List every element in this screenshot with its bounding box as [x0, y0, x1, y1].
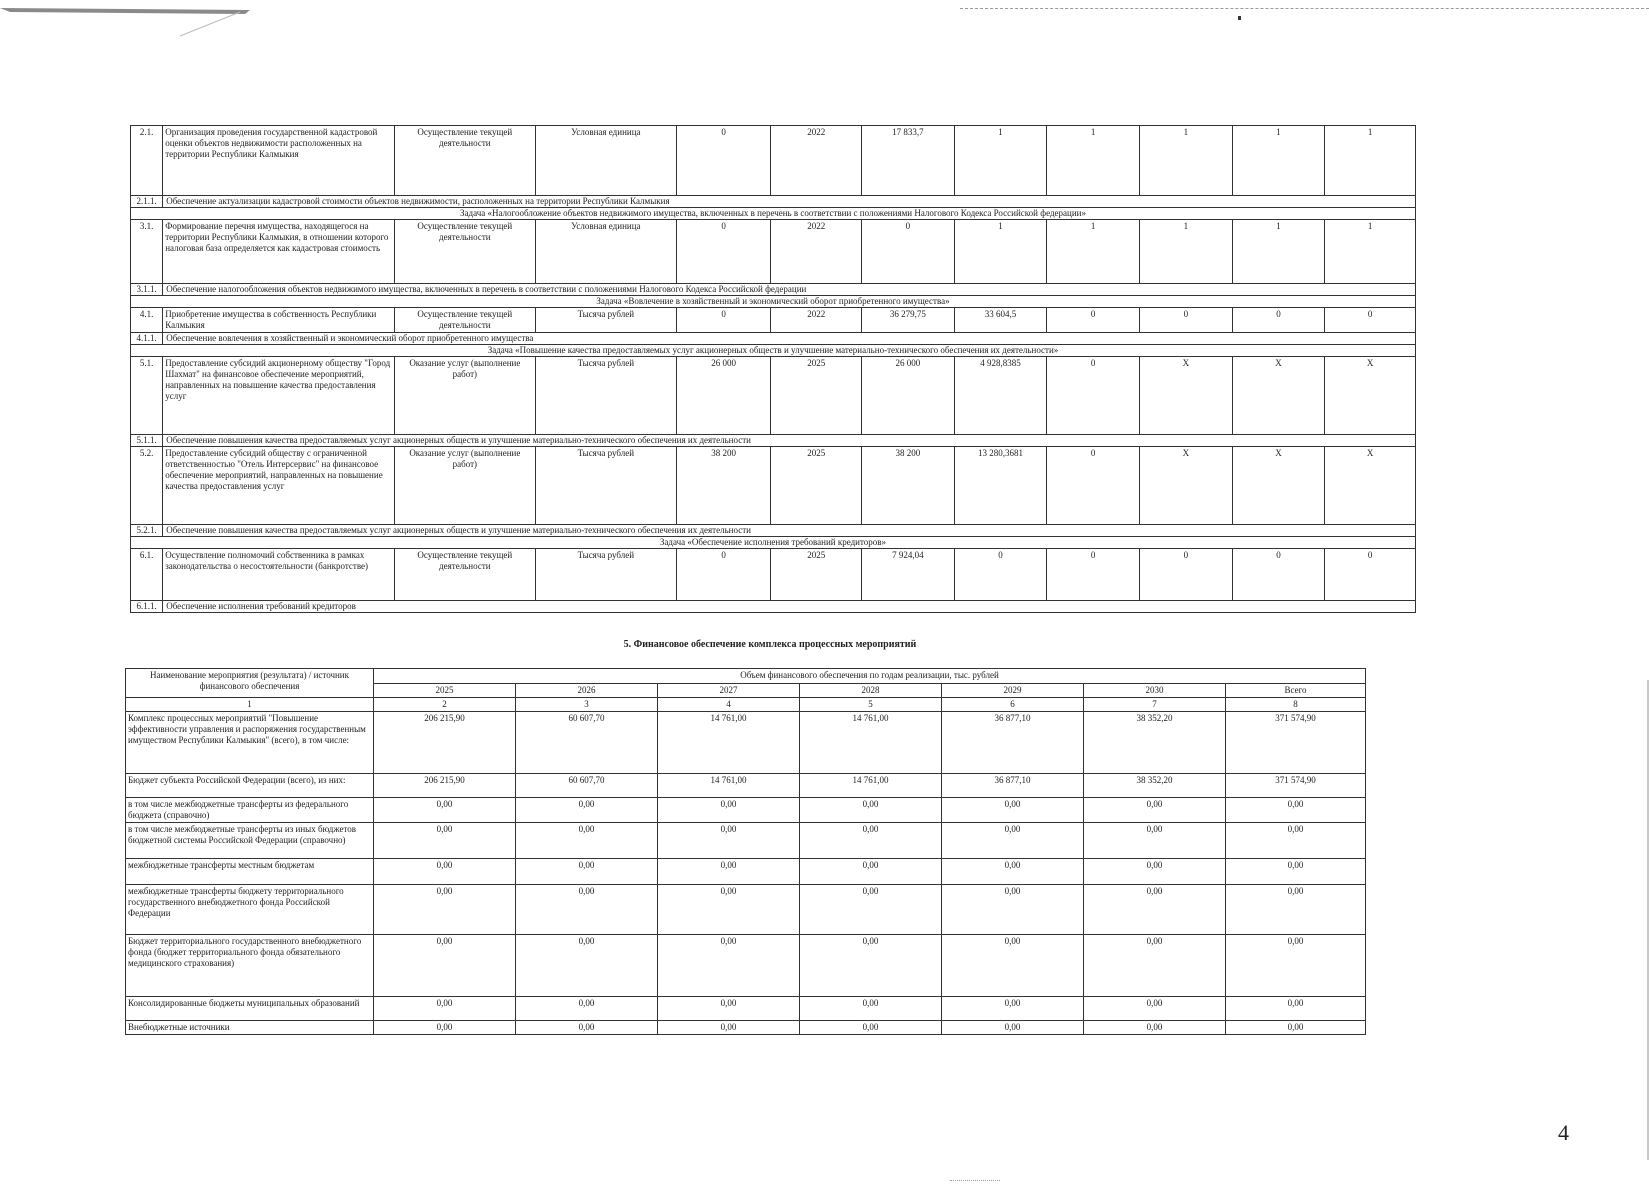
item-type-cell: Осуществление текущей деятельности: [394, 220, 535, 284]
amount-cell: 0,00: [942, 935, 1084, 997]
amount-cell: 14 761,00: [658, 712, 800, 774]
item-name-cell: Осуществление полномочий собственника в рамках законодательства о несостоятельности (банкротстве): [163, 549, 395, 601]
amount-cell: 0,00: [800, 798, 942, 823]
item-number-cell: 5.2.: [131, 447, 163, 525]
item-type-cell: Осуществление текущей деятельности: [394, 549, 535, 601]
result-text-cell: Обеспечение повышения качества предоставляемых услуг акционерных обществ и улучшение материально-технического обеспечения их деятельности: [163, 525, 1416, 537]
amount-cell: 14 761,00: [800, 774, 942, 798]
item-year-value-cell: 0: [1140, 308, 1233, 333]
result-number-cell: 2.1.1.: [131, 196, 163, 208]
measure-row: [131, 308, 1416, 333]
amount-cell: 0,00: [374, 823, 516, 859]
source-name-cell: межбюджетные трансферты бюджету территориального государственного внебюджетного фонда Российской Федерации: [126, 885, 374, 935]
item-unit-cell: Условная единица: [535, 220, 676, 284]
amount-cell: 206 215,90: [374, 712, 516, 774]
item-unit-cell: Тысяча рублей: [535, 447, 676, 525]
measure-row: [131, 357, 1416, 435]
index-cell: 5: [800, 698, 942, 712]
financing-row: [126, 935, 1366, 997]
result-row: [131, 525, 1416, 537]
item-year-value-cell: 0: [1232, 549, 1325, 601]
index-cell: 7: [1084, 698, 1226, 712]
header-name-cell: Наименование мероприятия (результата) / источник финансового обеспечения: [126, 669, 374, 698]
item-unit-cell: Тысяча рублей: [535, 549, 676, 601]
section-title: 5. Финансовое обеспечение комплекса процессных мероприятий: [623, 639, 917, 650]
amount-cell: 0,00: [942, 885, 1084, 935]
item-year-value-cell: 0: [1047, 357, 1140, 435]
index-cell: 1: [126, 698, 374, 712]
index-cell: 3: [516, 698, 658, 712]
result-row: [131, 435, 1416, 447]
amount-cell: 0,00: [658, 798, 800, 823]
item-base-year-cell: 2025: [771, 549, 862, 601]
item-year-value-cell: 1: [954, 220, 1047, 284]
amount-cell: 14 761,00: [800, 712, 942, 774]
amount-cell: 14 761,00: [658, 774, 800, 798]
amount-cell: 0,00: [516, 1021, 658, 1035]
amount-cell: 0,00: [658, 859, 800, 885]
item-year-value-cell: 1: [954, 126, 1047, 196]
task-title-cell: Задача «Вовлечение в хозяйственный и экономический оборот приобретенного имущества»: [131, 296, 1416, 308]
task-title-cell: Задача «Обеспечение исполнения требований кредиторов»: [131, 537, 1416, 549]
amount-cell: 371 574,90: [1226, 712, 1366, 774]
amount-cell: 0,00: [374, 885, 516, 935]
task-row: [131, 296, 1416, 308]
amount-cell: 0,00: [1084, 798, 1226, 823]
item-year-value-cell: 1: [1047, 126, 1140, 196]
amount-cell: 0,00: [516, 798, 658, 823]
amount-cell: 0,00: [1226, 997, 1366, 1021]
result-number-cell: 5.2.1.: [131, 525, 163, 537]
result-row: [131, 601, 1416, 613]
amount-cell: 0,00: [374, 997, 516, 1021]
amount-cell: 36 877,10: [942, 774, 1084, 798]
amount-cell: 0,00: [1084, 885, 1226, 935]
item-base-value-cell: 0: [676, 220, 771, 284]
year-cell: Всего: [1226, 683, 1366, 698]
result-number-cell: 3.1.1.: [131, 284, 163, 296]
item-year-value-cell: 17 833,7: [862, 126, 955, 196]
result-row: [131, 284, 1416, 296]
item-year-value-cell: X: [1232, 357, 1325, 435]
item-year-value-cell: 1: [1140, 220, 1233, 284]
result-text-cell: Обеспечение исполнения требований кредиторов: [163, 601, 1416, 613]
amount-cell: 0,00: [800, 885, 942, 935]
result-text-cell: Обеспечение вовлечения в хозяйственный и экономический оборот приобретенного имущества: [163, 333, 1416, 345]
financing-row: [126, 1021, 1366, 1035]
item-year-value-cell: 7 924,04: [862, 549, 955, 601]
item-base-year-cell: 2025: [771, 357, 862, 435]
item-base-year-cell: 2022: [771, 220, 862, 284]
amount-cell: 0,00: [942, 997, 1084, 1021]
index-cell: 8: [1226, 698, 1366, 712]
scan-bottom-dots: [950, 1180, 1000, 1181]
header-volume-cell: Объем финансового обеспечения по годам реализации, тыс. рублей: [374, 669, 1366, 684]
measure-row: [131, 549, 1416, 601]
source-name-cell: в том числе межбюджетные трансферты из федерального бюджета (справочно): [126, 798, 374, 823]
source-name-cell: Комплекс процессных мероприятий "Повышение эффективности управления и распоряжения государственным имуществом Республики Калмыкия" (всего), в том числе:: [126, 712, 374, 774]
item-year-value-cell: 0: [1232, 308, 1325, 333]
item-year-value-cell: 1: [1232, 126, 1325, 196]
amount-cell: 0,00: [1084, 823, 1226, 859]
financing-row: [126, 859, 1366, 885]
amount-cell: 0,00: [800, 859, 942, 885]
item-year-value-cell: 0: [1047, 308, 1140, 333]
item-unit-cell: Тысяча рублей: [535, 308, 676, 333]
index-cell: 2: [374, 698, 516, 712]
item-year-value-cell: 1: [1232, 220, 1325, 284]
result-text-cell: Обеспечение актуализации кадастровой стоимости объектов недвижимости, расположенных на территории Республики Калмыкия: [163, 196, 1416, 208]
amount-cell: 60 607,70: [516, 712, 658, 774]
amount-cell: 0,00: [942, 823, 1084, 859]
item-type-cell: Оказание услуг (выполнение работ): [394, 357, 535, 435]
amount-cell: 36 877,10: [942, 712, 1084, 774]
index-cell: 6: [942, 698, 1084, 712]
amount-cell: 0,00: [658, 997, 800, 1021]
amount-cell: 0,00: [1084, 1021, 1226, 1035]
amount-cell: 0,00: [516, 935, 658, 997]
amount-cell: 0,00: [516, 823, 658, 859]
amount-cell: 0,00: [800, 823, 942, 859]
source-name-cell: Бюджет территориального государственного внебюджетного фонда (бюджет территориального фонда обязательного медицинского страхования): [126, 935, 374, 997]
amount-cell: 0,00: [1226, 1021, 1366, 1035]
item-year-value-cell: 1: [1325, 220, 1416, 284]
amount-cell: 0,00: [658, 935, 800, 997]
task-row: [131, 537, 1416, 549]
item-name-cell: Предоставление субсидий обществу с ограниченной ответственностью "Отель Интерсервис" на финансовое обеспечение мероприятий, направленных на повышение качества предоставления услуг: [163, 447, 395, 525]
amount-cell: 0,00: [1226, 885, 1366, 935]
amount-cell: 60 607,70: [516, 774, 658, 798]
item-year-value-cell: 13 280,3681: [954, 447, 1047, 525]
task-row: [131, 345, 1416, 357]
financing-row: [126, 712, 1366, 774]
amount-cell: 0,00: [658, 1021, 800, 1035]
amount-cell: 0,00: [942, 1021, 1084, 1035]
result-row: [131, 196, 1416, 208]
amount-cell: 0,00: [1084, 935, 1226, 997]
amount-cell: 38 352,20: [1084, 712, 1226, 774]
item-year-value-cell: 4 928,8385: [954, 357, 1047, 435]
financing-table: [125, 668, 1366, 1035]
financing-row: [126, 885, 1366, 935]
year-cell: 2030: [1084, 683, 1226, 698]
result-number-cell: 5.1.1.: [131, 435, 163, 447]
item-year-value-cell: 1: [1047, 220, 1140, 284]
amount-cell: 0,00: [516, 885, 658, 935]
amount-cell: 371 574,90: [1226, 774, 1366, 798]
item-number-cell: 6.1.: [131, 549, 163, 601]
scan-artifact: [0, 0, 260, 40]
financing-row: [126, 823, 1366, 859]
amount-cell: 0,00: [800, 935, 942, 997]
item-year-value-cell: 0: [862, 220, 955, 284]
amount-cell: 0,00: [942, 859, 1084, 885]
year-cell: 2028: [800, 683, 942, 698]
scan-speck: [1238, 16, 1241, 20]
item-year-value-cell: 1: [1325, 126, 1416, 196]
amount-cell: 206 215,90: [374, 774, 516, 798]
year-cell: 2029: [942, 683, 1084, 698]
source-name-cell: Бюджет субъекта Российской Федерации (всего), из них:: [126, 774, 374, 798]
item-number-cell: 3.1.: [131, 220, 163, 284]
item-year-value-cell: 0: [1325, 308, 1416, 333]
item-base-value-cell: 0: [676, 126, 771, 196]
source-name-cell: в том числе межбюджетные трансферты из иных бюджетов бюджетной системы Российской Федерации (справочно): [126, 823, 374, 859]
index-cell: 4: [658, 698, 800, 712]
amount-cell: 0,00: [516, 997, 658, 1021]
item-type-cell: Осуществление текущей деятельности: [394, 308, 535, 333]
task-title-cell: Задача «Налогообложение объектов недвижимого имущества, включенных в перечень в соответствии с положениями Налогового Кодекса Российской федерации»: [131, 208, 1416, 220]
amount-cell: 0,00: [1226, 859, 1366, 885]
item-year-value-cell: X: [1140, 357, 1233, 435]
item-year-value-cell: 0: [954, 549, 1047, 601]
scan-top-rule: [960, 8, 1649, 9]
item-base-year-cell: 2022: [771, 126, 862, 196]
amount-cell: 0,00: [374, 798, 516, 823]
source-name-cell: Консолидированные бюджеты муниципальных образований: [126, 997, 374, 1021]
amount-cell: 0,00: [1084, 859, 1226, 885]
source-name-cell: межбюджетные трансферты местным бюджетам: [126, 859, 374, 885]
item-base-year-cell: 2022: [771, 308, 862, 333]
item-year-value-cell: 26 000: [862, 357, 955, 435]
result-number-cell: 6.1.1.: [131, 601, 163, 613]
item-type-cell: Осуществление текущей деятельности: [394, 126, 535, 196]
item-name-cell: Организация проведения государственной кадастровой оценки объектов недвижимости расположенных на территории Республики Калмыкия: [163, 126, 395, 196]
year-cell: 2025: [374, 683, 516, 698]
item-year-value-cell: 1: [1140, 126, 1233, 196]
measure-row: [131, 126, 1416, 196]
result-row: [131, 333, 1416, 345]
item-unit-cell: Тысяча рублей: [535, 357, 676, 435]
source-name-cell: Внебюджетные источники: [126, 1021, 374, 1035]
measure-row: [131, 447, 1416, 525]
amount-cell: 0,00: [1084, 997, 1226, 1021]
year-cell: 2027: [658, 683, 800, 698]
task-title-cell: Задача «Повышение качества предоставляемых услуг акционерных обществ и улучшение материально-технического обеспечения их деятельности»: [131, 345, 1416, 357]
item-base-value-cell: 0: [676, 308, 771, 333]
year-cell: 2026: [516, 683, 658, 698]
amount-cell: 0,00: [374, 935, 516, 997]
page-number: 4: [1558, 1120, 1569, 1145]
amount-cell: 0,00: [1226, 798, 1366, 823]
amount-cell: 0,00: [374, 859, 516, 885]
amount-cell: 0,00: [658, 885, 800, 935]
item-year-value-cell: 36 279,75: [862, 308, 955, 333]
item-year-value-cell: X: [1325, 447, 1416, 525]
item-year-value-cell: 38 200: [862, 447, 955, 525]
item-year-value-cell: 0: [1047, 549, 1140, 601]
item-year-value-cell: X: [1325, 357, 1416, 435]
item-year-value-cell: X: [1140, 447, 1233, 525]
item-year-value-cell: 0: [1140, 549, 1233, 601]
item-year-value-cell: 0: [1047, 447, 1140, 525]
amount-cell: 0,00: [516, 859, 658, 885]
item-type-cell: Оказание услуг (выполнение работ): [394, 447, 535, 525]
item-name-cell: Приобретение имущества в собственность Республики Калмыкия: [163, 308, 395, 333]
amount-cell: 0,00: [800, 1021, 942, 1035]
item-name-cell: Предоставление субсидий акционерному обществу "Город Шахмат" на финансовое обеспечение мероприятий, направленных на повышение качества предоставления услуг: [163, 357, 395, 435]
item-number-cell: 2.1.: [131, 126, 163, 196]
item-year-value-cell: X: [1232, 447, 1325, 525]
result-text-cell: Обеспечение налогообложения объектов недвижимого имущества, включенных в перечень в соответствии с положениями Налогового Кодекса Российской федерации: [163, 284, 1416, 296]
financing-row: [126, 774, 1366, 798]
amount-cell: 38 352,20: [1084, 774, 1226, 798]
result-text-cell: Обеспечение повышения качества предоставляемых услуг акционерных обществ и улучшение материально-технического обеспечения их деятельности: [163, 435, 1416, 447]
process-measures-table: [130, 125, 1416, 613]
item-unit-cell: Условная единица: [535, 126, 676, 196]
item-base-value-cell: 0: [676, 549, 771, 601]
amount-cell: 0,00: [1226, 935, 1366, 997]
amount-cell: 0,00: [1226, 823, 1366, 859]
item-base-year-cell: 2025: [771, 447, 862, 525]
financing-row: [126, 997, 1366, 1021]
item-base-value-cell: 38 200: [676, 447, 771, 525]
item-number-cell: 4.1.: [131, 308, 163, 333]
item-year-value-cell: 33 604,5: [954, 308, 1047, 333]
item-number-cell: 5.1.: [131, 357, 163, 435]
header-index-row: [126, 698, 1366, 712]
measure-row: [131, 220, 1416, 284]
amount-cell: 0,00: [658, 823, 800, 859]
item-year-value-cell: 0: [1325, 549, 1416, 601]
financing-row: [126, 798, 1366, 823]
task-row: [131, 208, 1416, 220]
amount-cell: 0,00: [374, 1021, 516, 1035]
result-number-cell: 4.1.1.: [131, 333, 163, 345]
amount-cell: 0,00: [800, 997, 942, 1021]
header-row: [126, 669, 1366, 684]
amount-cell: 0,00: [942, 798, 1084, 823]
item-base-value-cell: 26 000: [676, 357, 771, 435]
item-name-cell: Формирование перечня имущества, находящегося на территории Республики Калмыкия, в отношении которого налоговая база определяется как кадастровая стоимость: [163, 220, 395, 284]
